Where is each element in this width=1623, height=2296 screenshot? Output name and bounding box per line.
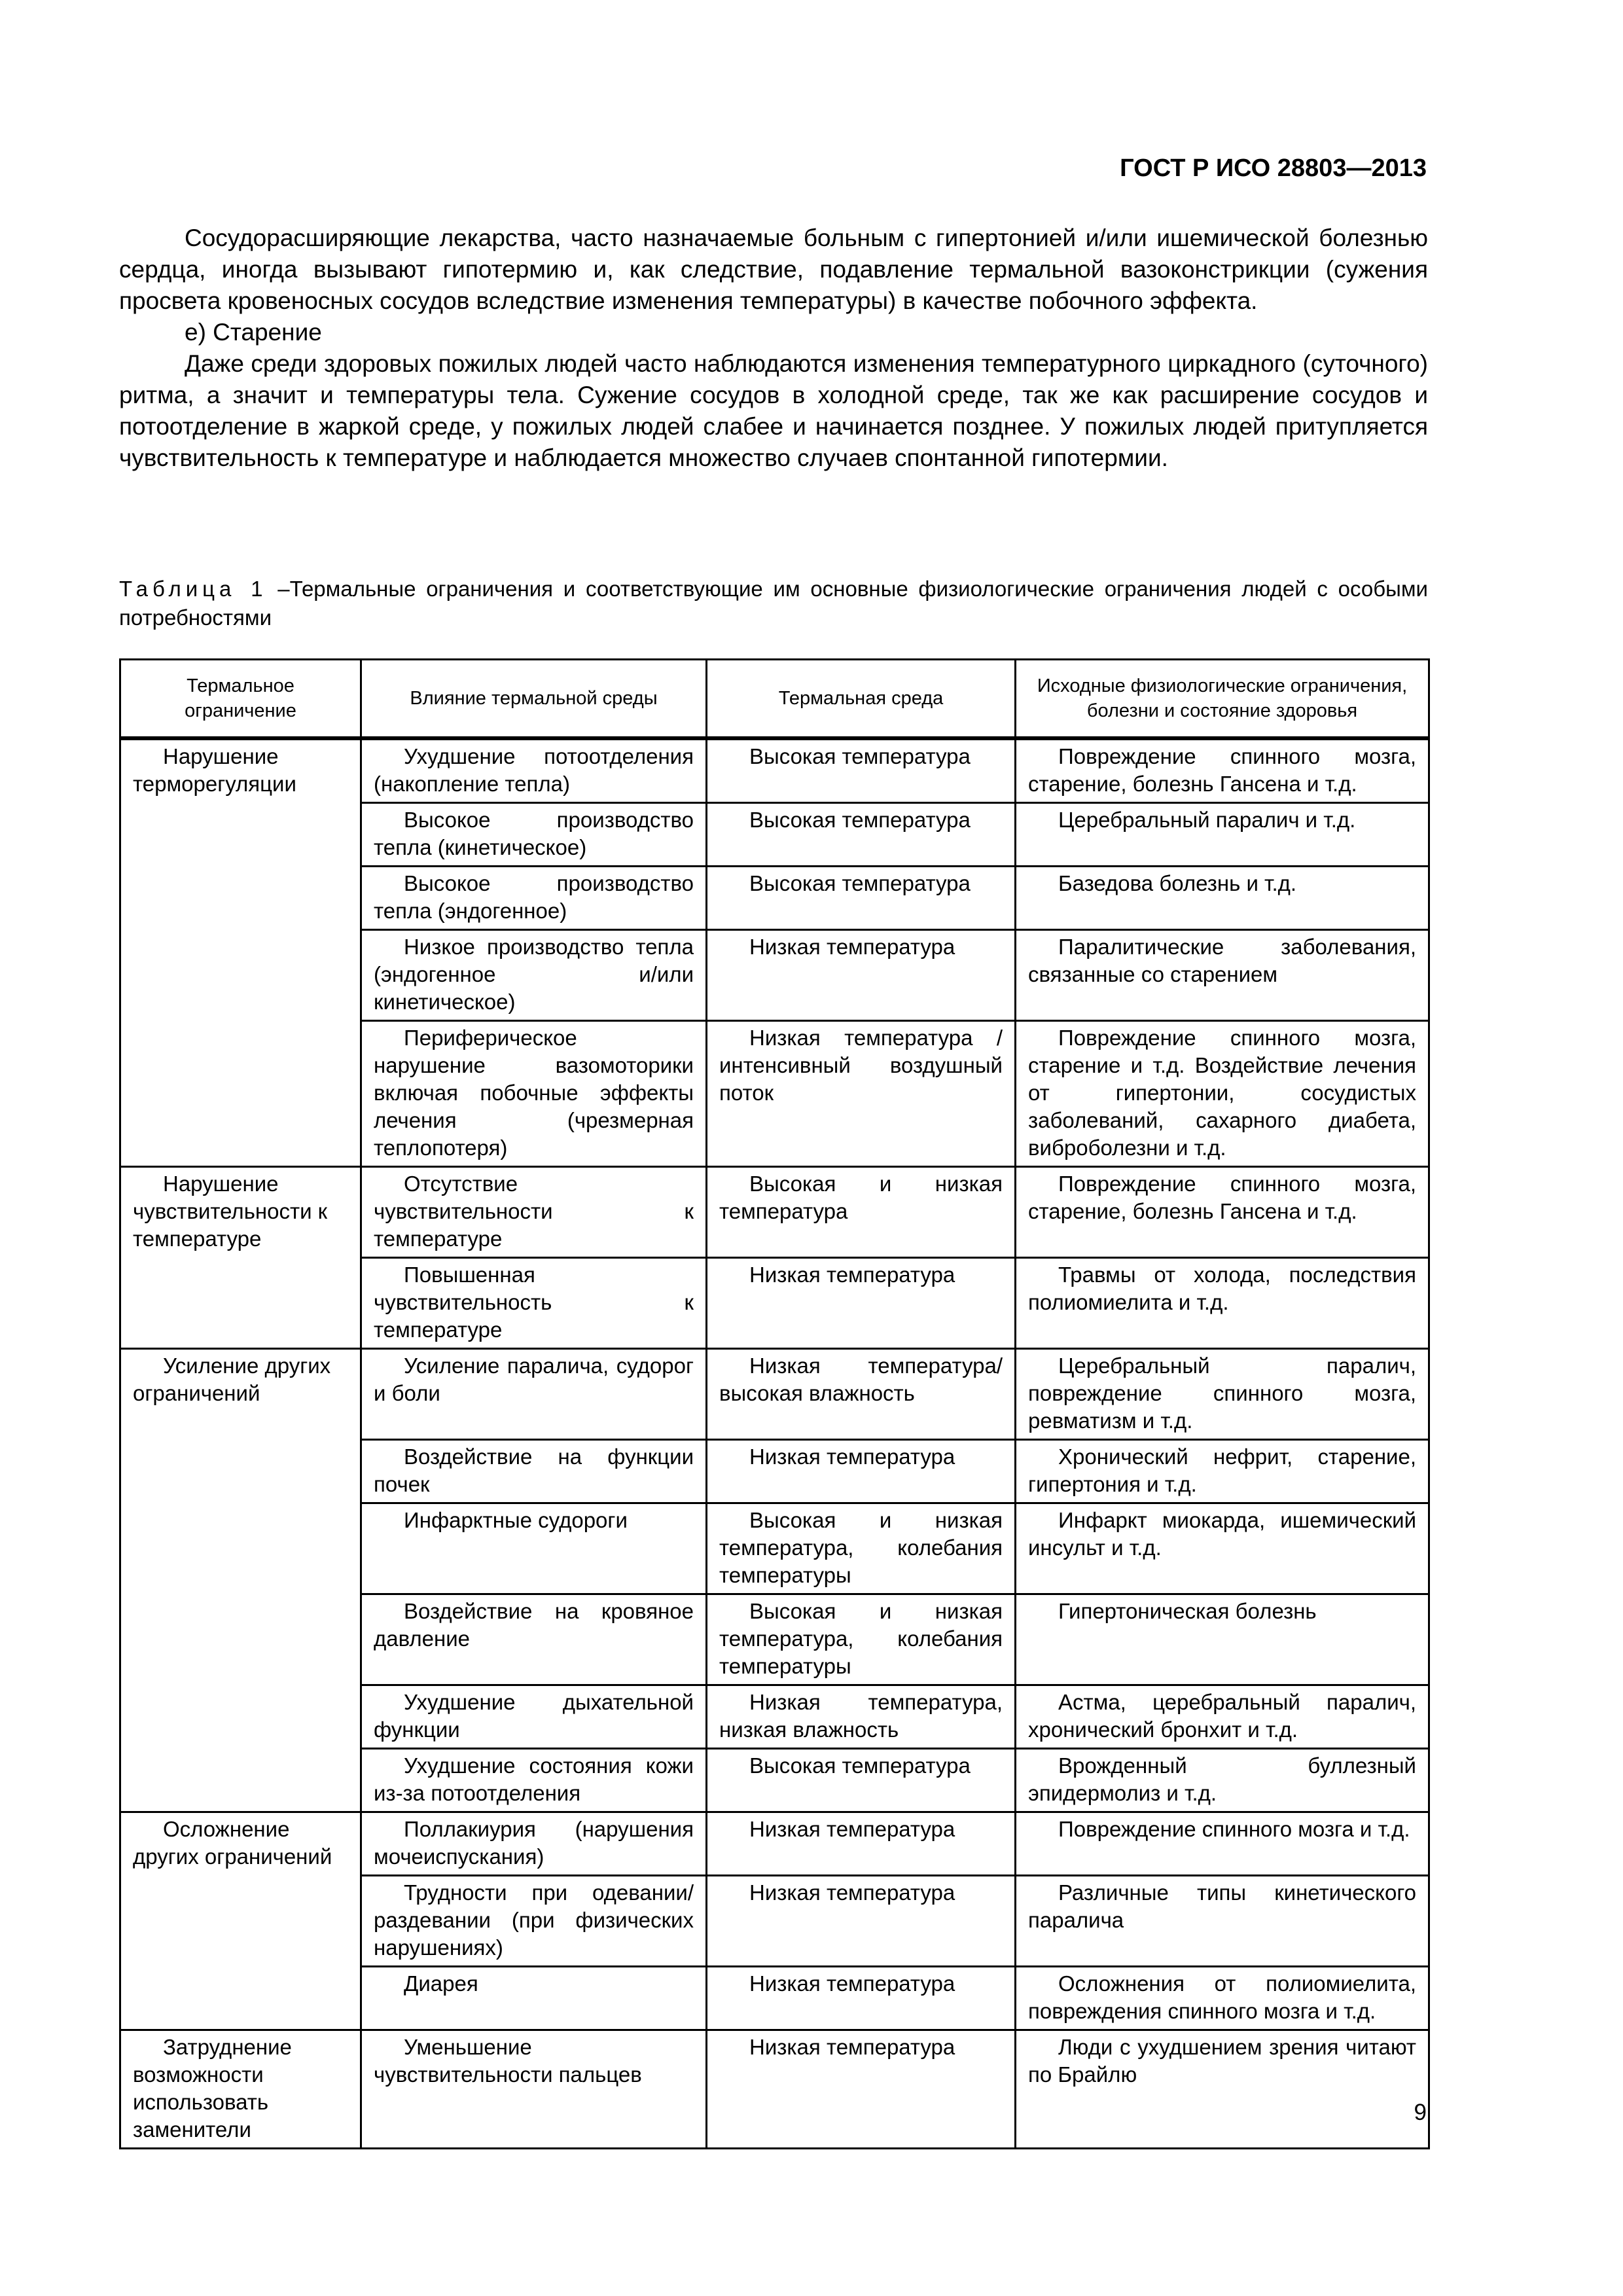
- limitation-label: Нарушение терморегуляции: [133, 744, 296, 796]
- conditions-cell-text: Повреждение спинного мозга, старение, болезнь Гансена и т.д.: [1028, 744, 1416, 796]
- environment-cell: [707, 867, 1016, 930]
- environment-cell-text: Высокая и низкая температура, колебания температуры: [719, 1508, 1003, 1587]
- column-header-limitation: Термальное ограничение: [120, 660, 361, 739]
- conditions-cell: [1016, 1349, 1429, 1440]
- effect-cell: [361, 1503, 707, 1594]
- conditions-cell: [1016, 930, 1429, 1021]
- conditions-cell-text: Хронический нефрит, старение, гипертония и т.д.: [1028, 1444, 1416, 1496]
- environment-cell-text: Низкая температура: [749, 1817, 955, 1841]
- effect-cell-text: Инфарктные судороги: [404, 1508, 628, 1532]
- limitation-cell: [120, 867, 361, 930]
- effect-cell-text: Ухудшение дыхательной функции: [374, 1690, 694, 1742]
- table-row: [120, 2030, 1429, 2149]
- table-row: [120, 1503, 1429, 1594]
- conditions-cell-text: Осложнения от полиомиелита, повреждения спинного мозга и т.д.: [1028, 1971, 1416, 2023]
- effect-cell: [361, 2030, 707, 2149]
- effect-cell: [361, 867, 707, 930]
- environment-cell-text: Высокая температура: [749, 1753, 971, 1778]
- environment-cell: [707, 1258, 1016, 1349]
- effect-cell-text: Трудности при одевании/ раздевании (при физических нарушениях): [374, 1880, 694, 1960]
- conditions-cell: [1016, 1503, 1429, 1594]
- effect-cell-text: Повышенная чувствительность к температуре: [374, 1263, 694, 1342]
- table-row: [120, 1812, 1429, 1876]
- environment-cell: [707, 1440, 1016, 1503]
- limitation-cell: [120, 1749, 361, 1812]
- section-heading-aging: е) Старение: [185, 319, 322, 346]
- effect-cell: [361, 1749, 707, 1812]
- environment-cell-text: Низкая температура: [749, 935, 955, 959]
- environment-cell: [707, 1594, 1016, 1685]
- conditions-cell: [1016, 1967, 1429, 2030]
- table-row: [120, 1258, 1429, 1349]
- conditions-cell: [1016, 867, 1429, 930]
- limitation-cell: [120, 1503, 361, 1594]
- paragraph-aging: Даже среди здоровых пожилых людей часто наблюдаются изменения температурного циркадного (суточного) ритма, а значит и температуры тела. Сужение сосудов в холодной среде, так же как расширение сосудов и потоотделение в жаркой среде, у пожилых людей слабее и начинается позднее. У пожилых людей притупляется чувствительность к температуре и наблюдается множество случаев спонтанной гипотермии.: [119, 350, 1428, 471]
- effect-cell: [361, 1876, 707, 1967]
- table-body: [120, 738, 1429, 2149]
- table-row: [120, 1349, 1429, 1440]
- table-caption-label: Таблица 1: [119, 577, 268, 601]
- conditions-cell: [1016, 1685, 1429, 1749]
- effect-cell-text: Высокое производство тепла (эндогенное): [374, 871, 694, 923]
- table-header-row: [120, 660, 1429, 739]
- effect-cell-text: Воздействие на функции почек: [374, 1444, 694, 1496]
- environment-cell: [707, 1349, 1016, 1440]
- environment-cell: [707, 803, 1016, 867]
- column-header-conditions: Исходные физиологические ограничения, болезни и состояние здоровья: [1016, 660, 1429, 739]
- limitation-label: Затруднение возможности использовать заменители: [133, 2035, 292, 2142]
- effect-cell: [361, 1594, 707, 1685]
- table-row: [120, 1685, 1429, 1749]
- environment-cell: [707, 1503, 1016, 1594]
- conditions-cell: [1016, 1258, 1429, 1349]
- conditions-cell-text: Врожденный буллезный эпидермолиз и т.д.: [1028, 1753, 1416, 1805]
- environment-cell-text: Высокая температура: [749, 871, 971, 895]
- effect-cell-text: Воздействие на кровяное давление: [374, 1599, 694, 1651]
- limitation-cell: [120, 1594, 361, 1685]
- environment-cell: [707, 1967, 1016, 2030]
- table-row: [120, 930, 1429, 1021]
- effect-cell-text: Поллакиурия (нарушения мочеиспускания): [374, 1817, 694, 1869]
- effect-cell: [361, 1167, 707, 1258]
- limitation-cell: [120, 1167, 361, 1258]
- environment-cell-text: Низкая температура: [749, 1880, 955, 1905]
- table-row: [120, 803, 1429, 867]
- limitation-cell: [120, 1967, 361, 2030]
- effect-cell-text: Отсутствие чувствительности к температуре: [374, 1172, 694, 1251]
- effect-cell: [361, 1440, 707, 1503]
- effect-cell: [361, 1258, 707, 1349]
- conditions-cell-text: Повреждение спинного мозга, старение и т.д. Воздействие лечения от гипертонии, сосудистых заболеваний, сахарного диабета, виброболезни и т.д.: [1028, 1026, 1416, 1160]
- table-row: [120, 867, 1429, 930]
- document-header: ГОСТ Р ИСО 28803—2013: [1120, 154, 1427, 182]
- conditions-cell: [1016, 1812, 1429, 1876]
- environment-cell: [707, 930, 1016, 1021]
- conditions-cell: [1016, 1876, 1429, 1967]
- limitation-label: Нарушение чувствительности к температуре: [133, 1172, 328, 1251]
- effect-cell: [361, 803, 707, 867]
- environment-cell-text: Низкая температура/ высокая влажность: [719, 1354, 1003, 1405]
- limitation-cell: [120, 1685, 361, 1749]
- effect-cell: [361, 930, 707, 1021]
- table-row: [120, 1440, 1429, 1503]
- conditions-cell-text: Астма, церебральный паралич, хронический бронхит и т.д.: [1028, 1690, 1416, 1742]
- effect-cell: [361, 1685, 707, 1749]
- limitation-cell: [120, 1258, 361, 1349]
- table-row: [120, 1749, 1429, 1812]
- table-caption: [119, 575, 1428, 632]
- environment-cell-text: Низкая температура /интенсивный воздушный поток: [719, 1026, 1003, 1105]
- conditions-cell-text: Люди с ухудшением зрения читают по Брайлю: [1028, 2035, 1416, 2087]
- conditions-cell-text: Гипертоническая болезнь: [1058, 1599, 1317, 1623]
- effect-cell-text: Диарея: [404, 1971, 478, 1996]
- page-number: 9: [1414, 2100, 1427, 2125]
- environment-cell: [707, 738, 1016, 803]
- conditions-cell-text: Повреждение спинного мозга и т.д.: [1058, 1817, 1410, 1841]
- conditions-cell: [1016, 1749, 1429, 1812]
- effect-cell: [361, 1349, 707, 1440]
- conditions-cell-text: Церебральный паралич и т.д.: [1058, 808, 1356, 832]
- conditions-cell: [1016, 1021, 1429, 1167]
- limitation-cell: [120, 1349, 361, 1440]
- column-header-effect: Влияние термальной среды: [361, 660, 707, 739]
- table-row: [120, 1594, 1429, 1685]
- table-row: [120, 1021, 1429, 1167]
- conditions-cell-text: Паралитические заболевания, связанные со старением: [1028, 935, 1416, 986]
- conditions-cell-text: Церебральный паралич, повреждение спинного мозга, ревматизм и т.д.: [1028, 1354, 1416, 1433]
- conditions-cell-text: Повреждение спинного мозга, старение, болезнь Гансена и т.д.: [1028, 1172, 1416, 1223]
- conditions-cell-text: Различные типы кинетического паралича: [1028, 1880, 1416, 1932]
- environment-cell-text: Высокая температура: [749, 808, 971, 832]
- limitation-label: Осложнение других ограничений: [133, 1817, 332, 1869]
- effect-cell: [361, 738, 707, 803]
- intro-text: [119, 223, 1428, 474]
- limitation-cell: [120, 930, 361, 1021]
- table-row: [120, 1167, 1429, 1258]
- environment-cell-text: Высокая и низкая температура: [719, 1172, 1003, 1223]
- effect-cell: [361, 1812, 707, 1876]
- environment-cell-text: Низкая температура, низкая влажность: [719, 1690, 1003, 1742]
- environment-cell-text: Низкая температура: [749, 1263, 955, 1287]
- table-row: [120, 1876, 1429, 1967]
- environment-cell-text: Высокая температура: [749, 744, 971, 768]
- conditions-cell-text: Травмы от холода, последствия полиомиелита и т.д.: [1028, 1263, 1416, 1314]
- conditions-cell: [1016, 2030, 1429, 2149]
- conditions-cell: [1016, 1594, 1429, 1685]
- effect-cell-text: Уменьшение чувствительности пальцев: [374, 2035, 642, 2087]
- environment-cell-text: Низкая температура: [749, 2035, 955, 2059]
- limitation-cell: [120, 2030, 361, 2149]
- thermal-limitations-table: [119, 658, 1430, 2149]
- effect-cell: [361, 1967, 707, 2030]
- limitation-label: Усиление других ограничений: [133, 1354, 331, 1405]
- environment-cell-text: Высокая и низкая температура, колебания температуры: [719, 1599, 1003, 1678]
- conditions-cell-text: Базедова болезнь и т.д.: [1058, 871, 1297, 895]
- effect-cell-text: Периферическое нарушение вазомоторики включая побочные эффекты лечения (чрезмерная теплопотеря): [374, 1026, 694, 1160]
- effect-cell-text: Ухудшение состояния кожи из-за потоотделения: [374, 1753, 694, 1805]
- environment-cell: [707, 1021, 1016, 1167]
- environment-cell-text: Низкая температура: [749, 1971, 955, 1996]
- table-row: [120, 738, 1429, 803]
- conditions-cell: [1016, 803, 1429, 867]
- limitation-cell: [120, 1812, 361, 1876]
- conditions-cell: [1016, 738, 1429, 803]
- environment-cell: [707, 1812, 1016, 1876]
- effect-cell-text: Усиление паралича, судорог и боли: [374, 1354, 694, 1405]
- environment-cell: [707, 1685, 1016, 1749]
- environment-cell: [707, 2030, 1016, 2149]
- limitation-cell: [120, 738, 361, 803]
- effect-cell: [361, 1021, 707, 1167]
- environment-cell: [707, 1749, 1016, 1812]
- limitation-cell: [120, 1021, 361, 1167]
- conditions-cell: [1016, 1167, 1429, 1258]
- effect-cell-text: Ухудшение потоотделения (накопление тепла): [374, 744, 694, 796]
- environment-cell: [707, 1876, 1016, 1967]
- table-caption-text: –Термальные ограничения и соответствующие им основные физиологические ограничения людей с особыми потребностями: [119, 577, 1428, 630]
- environment-cell-text: Низкая температура: [749, 1444, 955, 1469]
- effect-cell-text: Низкое производство тепла (эндогенное и/или кинетическое): [374, 935, 694, 1014]
- environment-cell: [707, 1167, 1016, 1258]
- column-header-environment: Термальная среда: [707, 660, 1016, 739]
- conditions-cell-text: Инфаркт миокарда, ишемический инсульт и т.д.: [1028, 1508, 1416, 1560]
- effect-cell-text: Высокое производство тепла (кинетическое): [374, 808, 694, 859]
- limitation-cell: [120, 803, 361, 867]
- limitation-cell: [120, 1440, 361, 1503]
- conditions-cell: [1016, 1440, 1429, 1503]
- table-row: [120, 1967, 1429, 2030]
- limitation-cell: [120, 1876, 361, 1967]
- paragraph-vasodilators: Сосудорасширяющие лекарства, часто назначаемые больным с гипертонией и/или ишемической болезнью сердца, иногда вызывают гипотермию и, как следствие, подавление термальной вазоконстрикции (сужения просвета кровеносных сосудов вследствие изменения температуры) в качестве побочного эффекта.: [119, 224, 1428, 314]
